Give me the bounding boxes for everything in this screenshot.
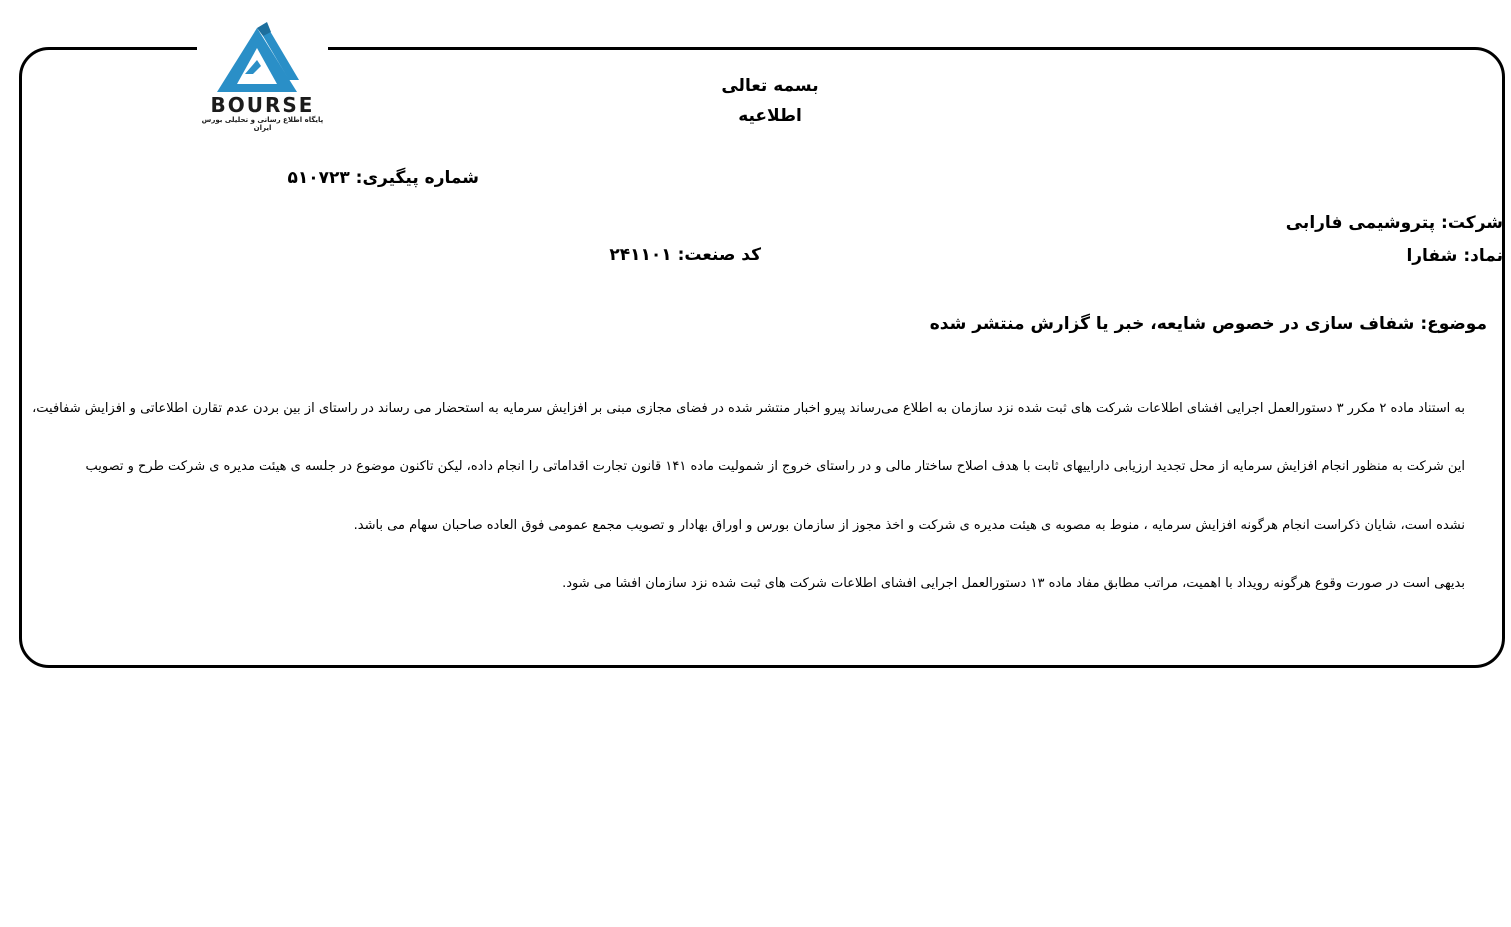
- tracking-value: ۵۱۰۷۲۳: [287, 168, 350, 188]
- header-invocation: بسمه تعالی: [721, 76, 819, 96]
- subject-value: شفاف سازی در خصوص شایعه، خبر یا گزارش منتشر شده: [929, 314, 1415, 334]
- logo-wordmark: BOURSE: [210, 93, 315, 117]
- industry-value: ۲۴۱۱۰۱: [609, 245, 672, 265]
- body-paragraph-line-1: به استناد ماده ۲ مکرر ۳ دستورالعمل اجرایی افشای اطلاعات شرکت های ثبت شده نزد سازمان به اطلاع می‌رساند پیرو اخبار منتشر شده در فضای مجازی مبنی بر افزایش سرمایه به استحضار می رساند در راستای از بین بردن عدم تقارن اطلاعاتی و افزایش شفافیت،: [32, 401, 1465, 416]
- page-title: اطلاعیه: [738, 106, 802, 126]
- industry-label: کد صنعت:: [677, 245, 761, 265]
- document-frame: [19, 47, 1505, 668]
- company-label: شرکت:: [1441, 213, 1503, 233]
- industry-code-line: [609, 245, 761, 265]
- bourse-logo-icon: [197, 8, 328, 98]
- logo-tagline: پایگاه اطلاع رسانی و تحلیلی بورس ایران: [201, 116, 324, 132]
- tracking-label: شماره پیگیری:: [355, 168, 479, 188]
- symbol-line: [1406, 246, 1503, 266]
- subject-line: [930, 314, 1487, 334]
- bourse-logo: [197, 8, 328, 132]
- body-paragraph-line-2: این شرکت به منظور انجام افزایش سرمایه از محل تجدید ارزیابی داراییهای ثابت با هدف اصلاح ساختار مالی و در راستای خروج از شمولیت ماده ۱۴۱ قانون تجارت اقداماتی را انجام داده، لیکن تاکنون موضوع در جلسه ی هیئت مدیره ی شرکت طرح و تصویب: [85, 459, 1465, 474]
- company-value: پتروشیمی فارابی: [1285, 213, 1436, 233]
- subject-label: موضوع:: [1420, 314, 1487, 334]
- company-line: [1286, 213, 1503, 233]
- tracking-number: [287, 168, 479, 188]
- symbol-value: شفارا: [1406, 246, 1458, 266]
- symbol-label: نماد:: [1463, 246, 1503, 266]
- body-paragraph-line-3: نشده است، شایان ذکراست انجام هرگونه افزایش سرمایه ، منوط به مصوبه ی هیئت مدیره ی شرکت و اخذ مجوز از سازمان بورس و اوراق بهادار و تصویب مجمع عمومی فوق العاده صاحبان سهام می باشد.: [353, 518, 1465, 533]
- body-paragraph-line-4: بدیهی است در صورت وقوع هرگونه رویداد با اهمیت، مراتب مطابق مفاد ماده ۱۳ دستورالعمل اجرایی افشای اطلاعات شرکت های ثبت شده نزد سازمان افشا می شود.: [562, 576, 1465, 591]
